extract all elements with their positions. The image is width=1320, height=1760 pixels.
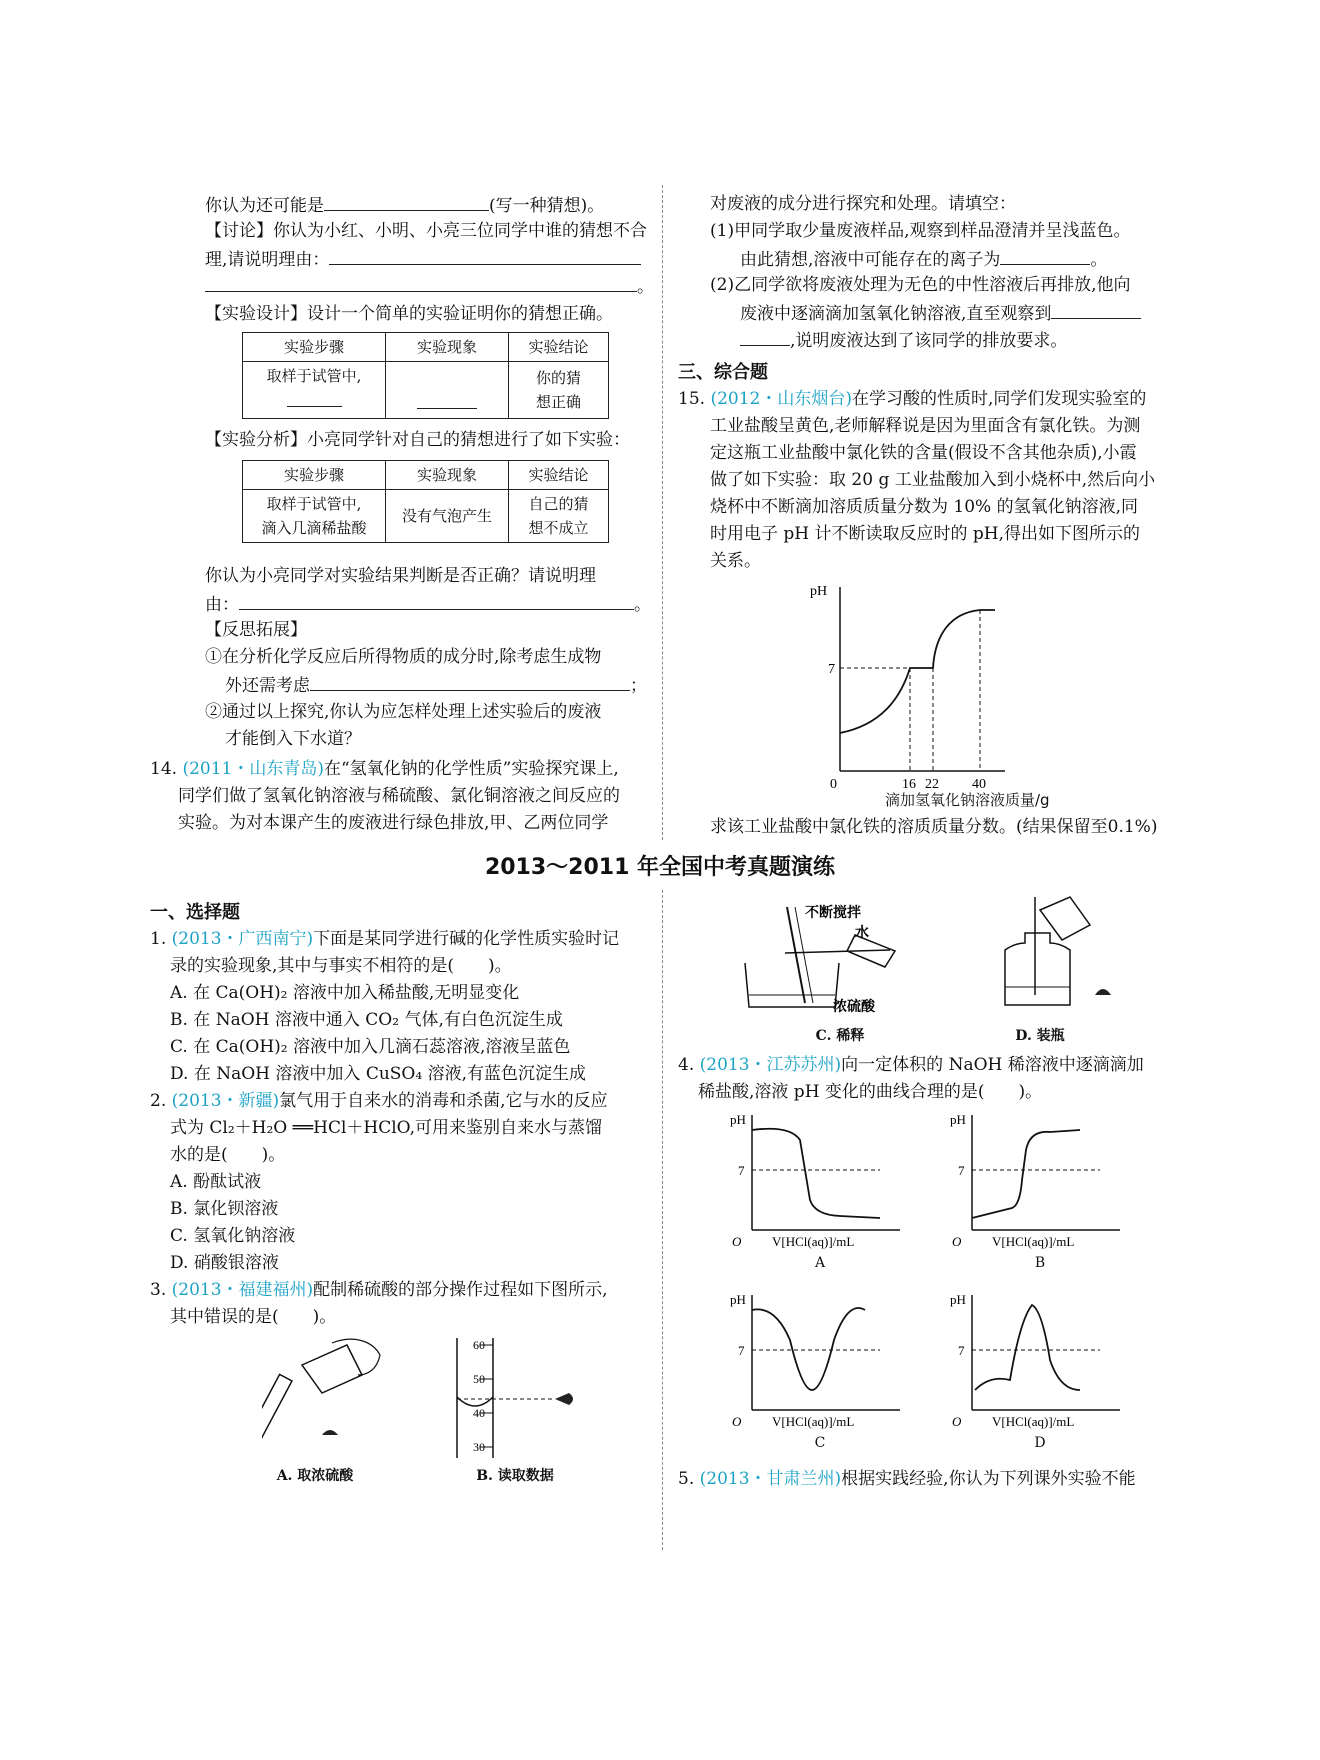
eye-icon [555, 1393, 573, 1405]
q15-line-4: 做了如下实验：取 20 g 工业盐酸加入到小烧杯中,然后向小 [710, 470, 1156, 490]
table-header: 实验现象 [386, 333, 509, 362]
ph-curve [752, 1308, 865, 1390]
svg-text:pH: pH [950, 1112, 966, 1127]
svg-text:O: O [732, 1414, 742, 1429]
reason-blank-1[interactable] [329, 246, 641, 265]
svg-text:pH: pH [950, 1292, 966, 1307]
q15-line-3: 定这瓶工业盐酸中氯化铁的含量(假设不含其他杂质),小霞 [710, 443, 1137, 463]
ph-curve [975, 1305, 1080, 1390]
q1-option-a[interactable]: A. 在 Ca(OH)₂ 溶液中加入稀盐酸,无明显变化 [170, 983, 520, 1003]
ion-blank[interactable] [1000, 246, 1090, 265]
q2-line-3: 水的是( )。 [170, 1145, 286, 1165]
water-label: 水 [855, 926, 869, 941]
svg-text:V[HCl(aq)]/mL: V[HCl(aq)]/mL [772, 1414, 855, 1429]
q15-line-6: 时用电子 pH 计不断读取反应时的 pH,得出如下图所示的 [710, 524, 1141, 544]
table-cell: 取样于试管中, [243, 362, 386, 419]
analysis-heading: 【实验分析】小亮同学针对自己的猜想进行了如下实验： [205, 430, 630, 450]
cylinder-tick: 60 [473, 1338, 485, 1352]
discussion-line-1: 【讨论】你认为小红、小明、小亮三位同学中谁的猜想不合 [205, 221, 647, 241]
section-3-heading: 三、综合题 [678, 362, 768, 383]
svg-text:pH: pH [730, 1292, 746, 1307]
graph-x-label: 滴加氢氧化钠溶液质量/g [885, 791, 1050, 809]
graph-x-tick: 40 [972, 777, 986, 792]
reflect-2a: ②通过以上探究,你认为应怎样处理上述实验后的废液 [205, 702, 602, 722]
source-tag: (2013・新疆) [171, 1091, 280, 1111]
source-tag: (2013・甘肃兰州) [699, 1469, 842, 1489]
pouring-acid-figure [262, 1335, 392, 1455]
table-row [243, 333, 609, 362]
r-line-1: 对废液的成分进行探究和处理。请填空： [710, 194, 1016, 214]
q2-line-2: 式为 Cl₂＋H₂O ══HCl＋HClO,可用来鉴别自来水与蒸馏 [170, 1118, 602, 1138]
svg-text:O: O [732, 1234, 742, 1249]
q1-option-b[interactable]: B. 在 NaOH 溶液中通入 CO₂ 气体,有白色沉淀生成 [170, 1010, 563, 1030]
analysis-table [242, 460, 609, 543]
ph-curve [972, 1130, 1080, 1218]
q14-line-2: 同学们做了氢氧化钠溶液与稀硫酸、氯化铜溶液之间反应的 [178, 786, 620, 806]
q2-option-c[interactable]: C. 氢氧化钠溶液 [170, 1226, 296, 1246]
graph-caption: B [1034, 1255, 1046, 1271]
svg-text:7: 7 [958, 1163, 965, 1178]
reason-blank-2[interactable] [205, 273, 637, 292]
diluting-figure [735, 895, 915, 1015]
graph-origin: 0 [830, 777, 837, 792]
section-banner: 2013～2011 年全国中考真题演练 [484, 855, 836, 880]
source-tag: (2013・江苏苏州) [699, 1055, 842, 1075]
judge-line-1: 你认为小亮同学对实验结果判断是否正确？请说明理 [205, 566, 596, 586]
question-15: 15. (2012・山东烟台)在学习酸的性质时,同学们发现实验室的 [678, 389, 1147, 409]
design-heading: 【实验设计】设计一个简单的实验证明你的猜想正确。 [205, 304, 613, 324]
q1-line-2: 录的实验现象,其中与事实不相符的是( )。 [170, 956, 512, 976]
stir-label: 不断搅拌 [805, 906, 861, 921]
bottle-body [1005, 933, 1070, 1005]
q15-line-2: 工业盐酸呈黄色,老师解释说是因为里面含有氯化铁。为测 [710, 416, 1141, 436]
svg-text:O: O [952, 1414, 962, 1429]
table-cell [386, 362, 509, 419]
graph-y-label: pH [810, 584, 828, 599]
table-header: 实验步骤 [243, 333, 386, 362]
q2-option-a[interactable]: A. 酚酞试液 [170, 1172, 262, 1192]
fig-d-caption: D. 装瓶 [1015, 1028, 1065, 1044]
reflect-blank[interactable] [310, 672, 630, 691]
cylinder-tick: 30 [473, 1440, 485, 1454]
question-5: 5. (2013・甘肃兰州)根据实践经验,你认为下列课外实验不能 [678, 1469, 1136, 1489]
reflect-1b: 外还需考虑 ； [225, 672, 647, 698]
ph-graph-d[interactable] [950, 1290, 1130, 1430]
svg-text:O: O [952, 1234, 962, 1249]
reflect-1a: ①在分析化学反应后所得物质的成分时,除考虑生成物 [205, 647, 602, 667]
q14-line-3: 实验。为对本课产生的废液进行绿色排放,甲、乙两位同学 [178, 813, 609, 833]
observe-blank-2[interactable] [740, 327, 790, 346]
table-cell: 你的猜 想正确 [509, 362, 609, 419]
stopper [1095, 989, 1111, 995]
column-divider [662, 890, 663, 1550]
acid-label: 浓硫酸 [833, 1000, 875, 1015]
svg-text:7: 7 [958, 1343, 965, 1358]
svg-text:V[HCl(aq)]/mL: V[HCl(aq)]/mL [992, 1414, 1075, 1429]
source-tag: (2013・福建福州) [171, 1280, 314, 1300]
source-tag: (2011・山东青岛) [182, 759, 324, 779]
fig-a-caption: A. 取浓硫酸 [276, 1468, 354, 1484]
table-header: 实验结论 [509, 333, 609, 362]
question-14: 14. (2011・山东青岛)在“氢氧化钠的化学性质”实验探究课上, [150, 759, 619, 779]
table-row [243, 490, 609, 543]
r-line-5: 废液中逐滴滴加氢氧化钠溶液,直至观察到 [740, 300, 1141, 326]
r-line-3: 由此猜想,溶液中可能存在的离子为 。 [740, 246, 1107, 272]
q3-line-2: 其中错误的是( )。 [170, 1307, 337, 1327]
graph-x-tick: 16 [902, 777, 916, 792]
svg-text:V[HCl(aq)]/mL: V[HCl(aq)]/mL [992, 1234, 1075, 1249]
discussion-line-3: 。 [205, 273, 654, 299]
r-line-6: ,说明废液达到了该同学的排放要求。 [740, 327, 1067, 353]
ph-graph-c[interactable] [730, 1290, 910, 1430]
judge-line-2: 由： 。 [205, 591, 651, 617]
meniscus [457, 1397, 493, 1406]
step-blank[interactable] [287, 388, 342, 407]
observe-blank[interactable] [1051, 300, 1141, 319]
judge-blank[interactable] [239, 591, 634, 610]
q1-option-c[interactable]: C. 在 Ca(OH)₂ 溶液中加入几滴石蕊溶液,溶液呈蓝色 [170, 1037, 571, 1057]
question-1: 1. (2013・广西南宁)下面是某同学进行碱的化学性质实验时记 [150, 929, 620, 949]
r-line-4: (2)乙同学欲将废液处理为无色的中性溶液后再排放,他向 [710, 275, 1131, 295]
q4-line-2: 稀盐酸,溶液 pH 变化的曲线合理的是( )。 [698, 1082, 1043, 1102]
ph-titration-graph [800, 575, 1030, 795]
table-cell: 没有气泡产生 [386, 490, 509, 543]
graph-caption: D [1034, 1435, 1046, 1451]
stopper [322, 1430, 338, 1435]
ph-graph-a[interactable] [730, 1110, 910, 1250]
table-header: 实验步骤 [243, 461, 386, 490]
source-tag: (2012・山东烟台) [710, 389, 852, 409]
discussion-line-2: 理,请说明理由： [205, 246, 641, 272]
hand [332, 1339, 380, 1375]
ph-graph-b[interactable] [950, 1110, 1130, 1250]
q15-line-5: 烧杯中不断滴加溶质质量分数为 10% 的氢氧化钠溶液,同 [710, 497, 1138, 517]
r-line-2: (1)甲同学取少量废液样品,观察到样品澄清并呈浅蓝色。 [710, 221, 1131, 241]
q15-ask: 求该工业盐酸中氯化铁的溶质质量分数。(结果保留至0.1%) [710, 817, 1158, 837]
guess-line: 你认为还可能是 (写一种猜想)。 [205, 192, 604, 218]
table-cell: 自己的猜 想不成立 [509, 490, 609, 543]
table-row [243, 362, 609, 419]
q15-line-7: 关系。 [710, 551, 761, 571]
beaker [745, 963, 839, 1007]
reflect-2b: 才能倒入下水道？ [225, 729, 361, 749]
question-3: 3. (2013・福建福州)配制稀硫酸的部分操作过程如下图所示, [150, 1280, 608, 1300]
phenomenon-blank[interactable] [417, 390, 477, 409]
table-header: 实验现象 [386, 461, 509, 490]
graph-x-tick: 22 [925, 777, 939, 792]
cylinder-tick: 50 [473, 1372, 485, 1386]
fig-b-caption: B. 读取数据 [476, 1468, 554, 1484]
svg-text:7: 7 [738, 1343, 745, 1358]
question-4: 4. (2013・江苏苏州)向一定体积的 NaOH 稀溶液中逐滴滴加 [678, 1055, 1144, 1075]
graph-y-tick: 7 [828, 662, 835, 677]
column-divider-top [662, 185, 663, 840]
measuring-cylinder [262, 1374, 292, 1442]
svg-text:V[HCl(aq)]/mL: V[HCl(aq)]/mL [772, 1234, 855, 1249]
question-2: 2. (2013・新疆)氯气用于自来水的消毒和杀菌,它与水的反应 [150, 1091, 608, 1111]
q1-option-d[interactable]: D. 在 NaOH 溶液中加入 CuSO₄ 溶液,有蓝色沉淀生成 [170, 1064, 586, 1084]
ph-curve [752, 1129, 880, 1218]
table-row [243, 461, 609, 490]
bottling-figure [990, 895, 1120, 1015]
ph-curve [840, 610, 995, 733]
design-table [242, 332, 609, 419]
fig-c-caption: C. 稀释 [815, 1028, 865, 1044]
section-1-heading: 一、选择题 [150, 902, 240, 923]
graph-caption: C [814, 1435, 826, 1451]
source-tag: (2013・广西南宁) [171, 929, 314, 949]
cylinder-tick: 40 [473, 1406, 485, 1420]
reading-cylinder-figure [445, 1333, 585, 1463]
table-header: 实验结论 [509, 461, 609, 490]
guess-blank[interactable] [324, 192, 489, 211]
svg-text:pH: pH [730, 1112, 746, 1127]
q2-option-d[interactable]: D. 硝酸银溶液 [170, 1253, 279, 1273]
graph-caption: A [814, 1255, 826, 1271]
svg-text:7: 7 [738, 1163, 745, 1178]
q2-option-b[interactable]: B. 氯化钡溶液 [170, 1199, 279, 1219]
table-cell: 取样于试管中, 滴入几滴稀盐酸 [243, 490, 386, 543]
bottle [302, 1345, 362, 1393]
reflect-heading: 【反思拓展】 [205, 620, 307, 640]
